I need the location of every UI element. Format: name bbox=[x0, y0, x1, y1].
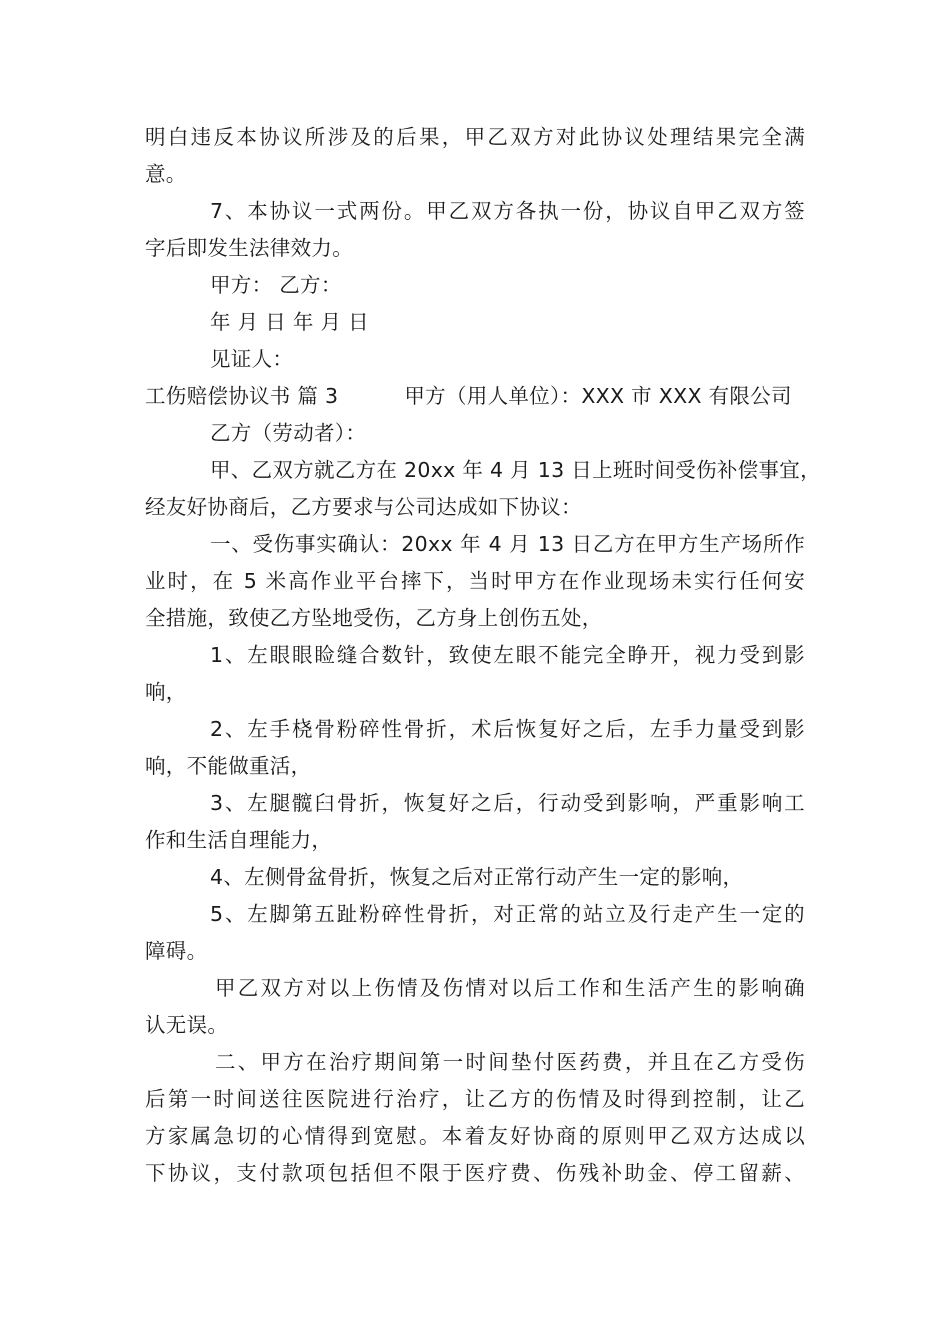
text-line: 方家属急切的心情得到宽慰。本着友好协商的原则甲乙双方达成以 bbox=[145, 1124, 805, 1148]
text-line: 5、左脚第五趾粉碎性骨折，对正常的站立及行走产生一定的 bbox=[210, 902, 805, 926]
witness-line: 见证人： bbox=[210, 347, 294, 371]
text-line: 经友好协商后，乙方要求与公司达成如下协议： bbox=[145, 495, 582, 519]
signature-parties-line: 甲方： 乙方： bbox=[210, 273, 342, 297]
text-line: 响， bbox=[145, 680, 187, 704]
text-line: 意。 bbox=[145, 162, 187, 186]
text-line: 甲乙双方对以上伤情及伤情对以后工作和生活产生的影响确 bbox=[215, 976, 805, 1000]
text-line: 下协议，支付款项包括但不限于医疗费、伤残补助金、停工留薪、 bbox=[145, 1161, 805, 1185]
text-line: 二、甲方在治疗期间第一时间垫付医药费，并且在乙方受伤 bbox=[215, 1050, 805, 1074]
text-line: 业时，在 5 米高作业平台摔下，当时甲方在作业现场未实行任何安 bbox=[145, 569, 805, 593]
text-line: 2、左手桡骨粉碎性骨折，术后恢复好之后，左手力量受到影 bbox=[210, 717, 805, 741]
text-line: 全措施，致使乙方坠地受伤，乙方身上创伤五处， bbox=[145, 606, 603, 630]
party-a-info: 甲方（用人单位）：XXX 市 XXX 有限公司 bbox=[404, 384, 792, 408]
text-line: 响，不能做重活， bbox=[145, 754, 312, 778]
text-line: 7、本协议一式两份。甲乙双方各执一份，协议自甲乙双方签 bbox=[210, 199, 805, 223]
text-line: 作和生活自理能力， bbox=[145, 828, 333, 852]
text-line: 一、受伤事实确认：20xx 年 4 月 13 日乙方在甲方生产场所作 bbox=[210, 532, 805, 556]
text-line: 1、左眼眼睑缝合数针，致使左眼不能完全睁开，视力受到影 bbox=[210, 643, 805, 667]
text-line: 障碍。 bbox=[145, 939, 208, 963]
section-title: 工伤赔偿协议书 篇 3 bbox=[145, 384, 339, 408]
signature-date-line: 年 月 日 年 月 日 bbox=[210, 310, 369, 334]
text-line: 认无误。 bbox=[145, 1013, 229, 1037]
text-line: 3、左腿髋臼骨折，恢复好之后，行动受到影响，严重影响工 bbox=[210, 791, 805, 815]
section-heading-line bbox=[145, 382, 792, 410]
text-line: 字后即发生法律效力。 bbox=[145, 236, 353, 260]
text-line: 明白违反本协议所涉及的后果，甲乙双方对此协议处理结果完全满 bbox=[145, 125, 805, 149]
text-line: 后第一时间送往医院进行治疗，让乙方的伤情及时得到控制，让乙 bbox=[145, 1087, 805, 1111]
text-line: 甲、乙双方就乙方在 20xx 年 4 月 13 日上班时间受伤补偿事宜， bbox=[210, 458, 821, 482]
text-line: 4、左侧骨盆骨折，恢复之后对正常行动产生一定的影响， bbox=[210, 865, 744, 889]
party-b-info: 乙方（劳动者）： bbox=[210, 421, 367, 445]
